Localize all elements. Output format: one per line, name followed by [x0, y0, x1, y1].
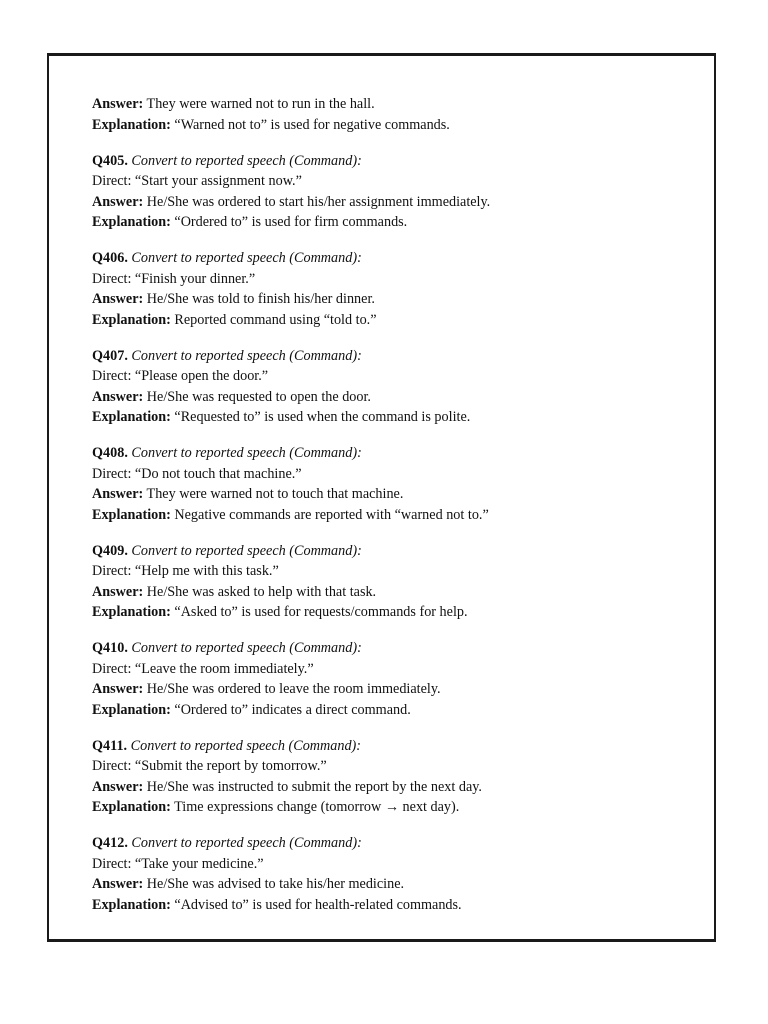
- explanation-label: Explanation:: [92, 214, 171, 230]
- answer-label: Answer:: [92, 876, 144, 892]
- question-prompt: Convert to reported speech (Command):: [130, 737, 362, 754]
- question-prompt: Convert to reported speech (Command):: [131, 347, 362, 364]
- answer-label: Answer:: [92, 291, 144, 307]
- answer-line: [92, 874, 692, 895]
- answer-label: Answer:: [92, 583, 144, 600]
- question-block-q409: [92, 541, 692, 623]
- question-prompt: Convert to reported speech (Command):: [131, 640, 362, 656]
- explanation-line: [92, 895, 692, 916]
- answer-line: [92, 94, 692, 115]
- question-number: Q407.: [92, 347, 128, 364]
- answer-label: Answer:: [92, 96, 144, 112]
- question-number: Q408.: [92, 445, 128, 461]
- explanation-line: [92, 797, 692, 818]
- answer-line: [92, 582, 692, 603]
- explanation-text: “Asked to” is used for requests/commands for help.: [174, 604, 468, 620]
- answer-label: Answer:: [92, 681, 144, 697]
- answer-line: [92, 192, 692, 213]
- question-prompt: Convert to reported speech (Command):: [131, 445, 362, 461]
- answer-label: Answer:: [92, 388, 144, 405]
- question-heading: [92, 638, 692, 659]
- answer-text: He/She was told to finish his/her dinner.: [146, 291, 375, 307]
- explanation-label: Explanation:: [92, 799, 171, 815]
- question-number: Q411.: [92, 737, 128, 754]
- question-number: Q409.: [92, 542, 128, 559]
- explanation-text: “Ordered to” indicates a direct command.: [174, 701, 411, 718]
- question-prompt: Convert to reported speech (Command):: [131, 250, 362, 266]
- explanation-label: Explanation:: [92, 701, 171, 718]
- question-number: Q410.: [92, 640, 128, 656]
- explanation-label: Explanation:: [92, 506, 171, 523]
- explanation-text: “Warned not to” is used for negative commands.: [174, 116, 450, 133]
- answer-label: Answer:: [92, 778, 144, 795]
- question-block-q410: [92, 638, 692, 720]
- explanation-line: [92, 505, 692, 526]
- explanation-label: Explanation:: [92, 116, 171, 133]
- direct-speech: Direct: “Please open the door.”: [92, 368, 269, 384]
- answer-line: [92, 679, 692, 700]
- question-number: Q412.: [92, 835, 128, 851]
- question-heading: [92, 346, 692, 367]
- answer-line: [92, 484, 692, 505]
- question-block-q406: [92, 248, 692, 330]
- explanation-line: [92, 700, 692, 721]
- question-heading: [92, 443, 692, 464]
- question-block-q407: [92, 346, 692, 428]
- answer-text: He/She was ordered to leave the room immediately.: [146, 681, 441, 697]
- direct-speech: Direct: “Finish your dinner.”: [92, 270, 256, 287]
- answer-label: Answer:: [92, 193, 144, 210]
- direct-speech: Direct: “Do not touch that machine.”: [92, 465, 302, 482]
- direct-speech: Direct: “Take your medicine.”: [92, 855, 264, 872]
- answer-text: He/She was ordered to start his/her assignment immediately.: [146, 193, 491, 210]
- explanation-line: [92, 212, 692, 233]
- answer-label: Answer:: [92, 486, 144, 502]
- explanation-line: [92, 310, 692, 331]
- answer-line: [92, 289, 692, 310]
- question-block-q412: [92, 833, 692, 915]
- explanation-text: Negative commands are reported with “warned not to.”: [174, 506, 489, 523]
- question-heading: [92, 736, 692, 757]
- explanation-label: Explanation:: [92, 604, 171, 620]
- explanation-label: Explanation:: [92, 311, 171, 328]
- question-heading: [92, 833, 692, 854]
- question-number: Q405.: [92, 152, 128, 169]
- intro-block: [92, 94, 692, 135]
- question-number: Q406.: [92, 250, 128, 266]
- question-prompt: Convert to reported speech (Command):: [131, 835, 362, 851]
- direct-speech: Direct: “Start your assignment now.”: [92, 173, 302, 189]
- answer-text: They were warned not to touch that machine.: [146, 486, 404, 502]
- question-block-q405: [92, 151, 692, 233]
- question-heading: [92, 541, 692, 562]
- direct-speech: Direct: “Leave the room immediately.”: [92, 660, 314, 677]
- question-block-q408: [92, 443, 692, 525]
- explanation-line: [92, 115, 692, 136]
- question-prompt: Convert to reported speech (Command):: [131, 542, 362, 559]
- direct-speech: Direct: “Submit the report by tomorrow.”: [92, 758, 327, 774]
- explanation-text: “Advised to” is used for health-related commands.: [174, 896, 462, 913]
- explanation-label: Explanation:: [92, 409, 171, 425]
- explanation-text: “Ordered to” is used for firm commands.: [174, 214, 408, 230]
- explanation-line: [92, 407, 692, 428]
- answer-text: He/She was advised to take his/her medicine.: [146, 876, 405, 892]
- explanation-line: [92, 602, 692, 623]
- page-frame: [47, 53, 716, 942]
- answer-text: They were warned not to run in the hall.: [146, 96, 375, 112]
- answer-line: [92, 387, 692, 408]
- question-prompt: Convert to reported speech (Command):: [131, 152, 362, 169]
- direct-speech: Direct: “Help me with this task.”: [92, 563, 279, 579]
- question-heading: [92, 151, 692, 172]
- explanation-label: Explanation:: [92, 896, 171, 913]
- answer-text: He/She was asked to help with that task.: [146, 583, 377, 600]
- explanation-text: Time expressions change (tomorrow → next day).: [174, 799, 460, 815]
- question-heading: [92, 248, 692, 269]
- document-content: [92, 94, 692, 931]
- answer-line: [92, 777, 692, 798]
- explanation-text: “Requested to” is used when the command is polite.: [174, 409, 471, 425]
- answer-text: He/She was instructed to submit the report by the next day.: [146, 778, 482, 795]
- explanation-text: Reported command using “told to.”: [174, 311, 377, 328]
- answer-text: He/She was requested to open the door.: [146, 388, 371, 405]
- question-block-q411: [92, 736, 692, 818]
